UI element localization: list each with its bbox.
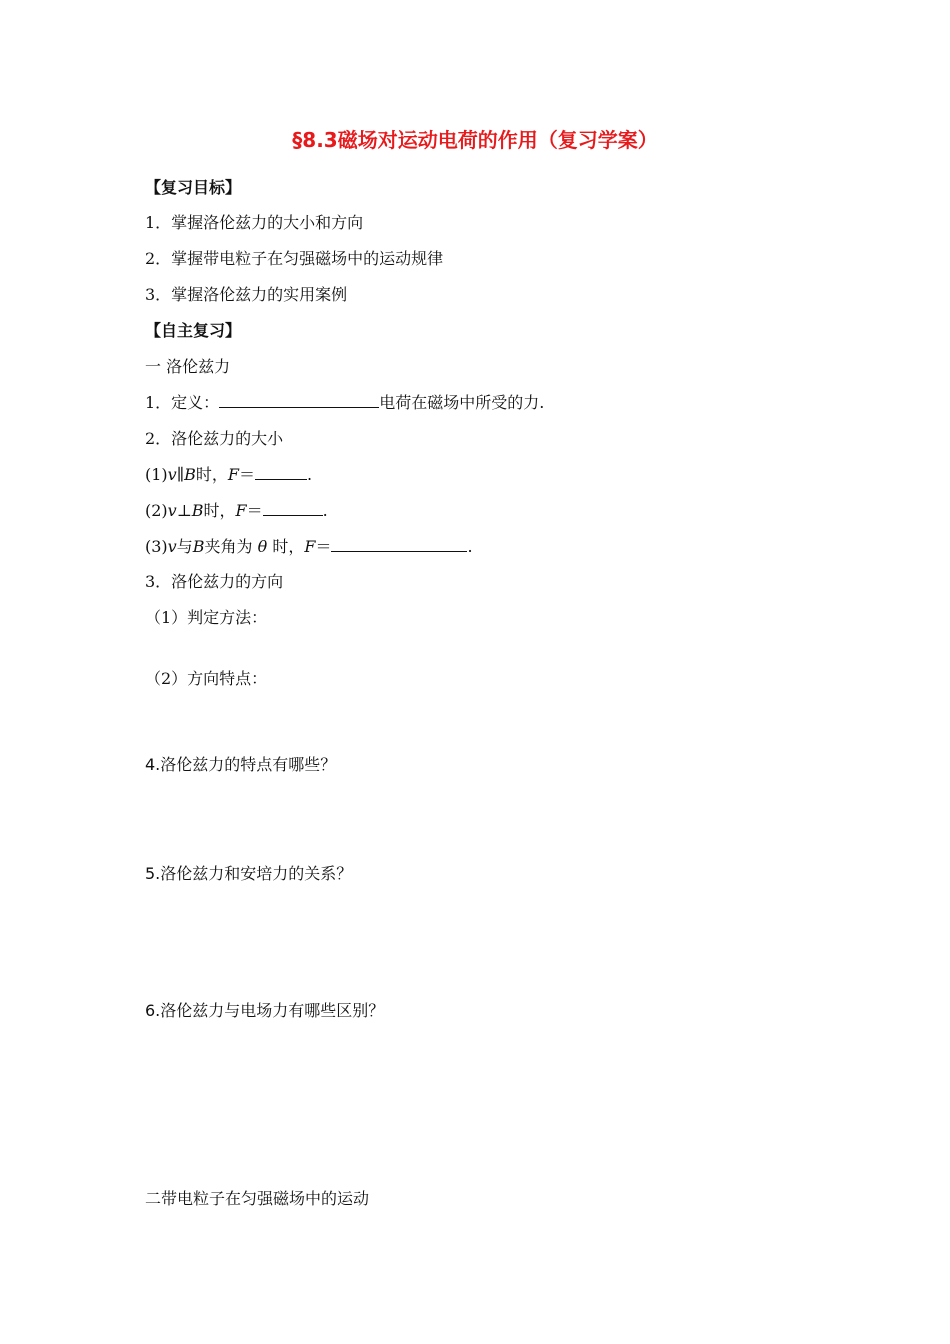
section-particle-motion: 二带电粒子在匀强磁场中的运动 [145, 1189, 370, 1208]
perpendicular-symbol: ⊥ [176, 501, 192, 520]
period: . [467, 537, 473, 556]
answer-blank [331, 537, 467, 552]
goals-heading: 【复习目标】 [145, 178, 242, 197]
equals-symbol: ＝ [315, 537, 332, 556]
force-symbol: F [304, 537, 316, 556]
definition-prefix: 1．定义： [145, 393, 220, 412]
case-number: (3) [145, 537, 168, 556]
period: . [307, 465, 313, 484]
period: . [322, 501, 328, 520]
question-5: 5.洛伦兹力和安培力的关系？ [145, 864, 353, 883]
question-4: 4.洛伦兹力的特点有哪些？ [145, 755, 337, 774]
direction-method: （1）判定方法： [145, 608, 268, 627]
case-text: 与 [176, 537, 193, 556]
answer-blank [263, 501, 323, 516]
case-text: 时， [272, 537, 305, 556]
definition-suffix: 电荷在磁场中所受的力. [379, 393, 545, 412]
case-text: 时， [203, 501, 236, 520]
case-text: 时， [195, 465, 228, 484]
goal-item-1: 1．掌握洛伦兹力的大小和方向 [145, 213, 364, 232]
goal-item-2: 2．掌握带电粒子在匀强磁场中的运动规律 [145, 249, 444, 268]
review-heading: 【自主复习】 [145, 321, 242, 340]
theta-symbol: θ [257, 537, 268, 556]
definition-line [145, 393, 544, 413]
direction-title: 3．洛伦兹力的方向 [145, 572, 284, 591]
field-symbol: B [191, 501, 204, 520]
velocity-symbol: v [167, 537, 177, 556]
case-text: 夹角为 [204, 537, 253, 556]
direction-feature: （2）方向特点： [145, 669, 268, 688]
equals-symbol: ＝ [239, 465, 256, 484]
field-symbol: B [192, 537, 205, 556]
goal-item-3: 3．掌握洛伦兹力的实用案例 [145, 285, 348, 304]
page-title: §8.3磁场对运动电荷的作用（复习学案） [292, 128, 658, 152]
case-angle [145, 537, 473, 557]
velocity-symbol: v [167, 501, 177, 520]
section-lorentz-force: 一 洛伦兹力 [145, 357, 231, 376]
force-symbol: F [227, 465, 239, 484]
case-parallel [145, 465, 312, 485]
case-number: (1) [145, 465, 168, 484]
size-title: 2．洛伦兹力的大小 [145, 429, 284, 448]
answer-blank [255, 465, 307, 480]
field-symbol: B [184, 465, 196, 484]
case-perpendicular [145, 501, 328, 521]
parallel-symbol: ∥ [176, 465, 185, 484]
case-number: (2) [145, 501, 168, 520]
velocity-symbol: v [167, 465, 177, 484]
force-symbol: F [235, 501, 247, 520]
definition-blank [219, 393, 379, 408]
question-6: 6.洛伦兹力与电场力有哪些区别？ [145, 1001, 385, 1020]
equals-symbol: ＝ [246, 501, 263, 520]
